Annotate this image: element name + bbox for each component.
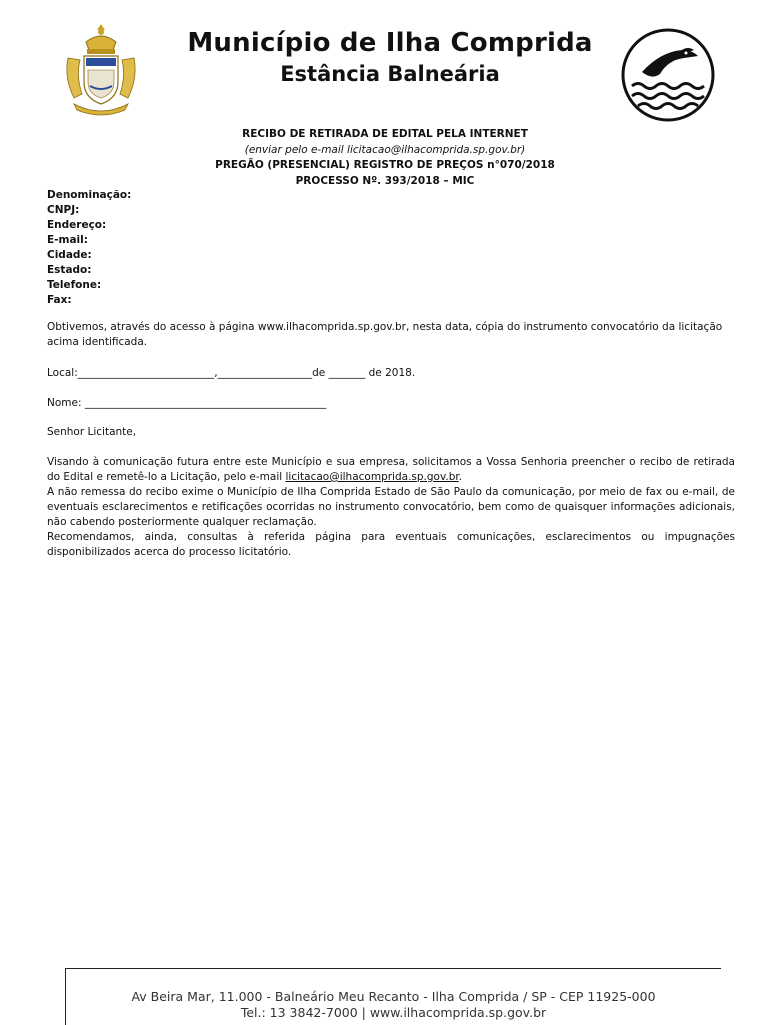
doc-pregao: PREGÃO (PRESENCIAL) REGISTRO DE PREÇOS n°070/2018 xyxy=(215,159,555,171)
doc-instruction: (enviar pelo e-mail licitacao@ilhacomprida.sp.gov.br) xyxy=(244,143,526,156)
field-label-fax: Fax: xyxy=(47,294,72,306)
salutation: Senhor Licitante, xyxy=(47,426,137,438)
letterhead xyxy=(0,0,770,125)
field-label-endereco: Endereço: xyxy=(47,219,107,231)
paragraph-3: Recomendamos, ainda, consultas à referida página para eventuais comunicações, esclarecimentos ou impugnações disponibilizados acerca do processo licitatório. xyxy=(47,531,735,558)
name-line: Nome: ______________________________________________ xyxy=(47,397,327,409)
doc-title: RECIBO DE RETIRADA DE EDITAL PELA INTERNET xyxy=(242,128,528,140)
paragraph-1: Visando à comunicação futura entre este Município e sua empresa, solicitamos a Vossa Senhoria preencher o recibo de retirada do Edital e remetê-lo a Licitação, pelo e-mail licitacao@ilhacomprida.sp.gov.br. xyxy=(47,456,735,483)
obtained-statement: Obtivemos, através do acesso à página www.ilhacomprida.sp.gov.br, nesta data, cópia do instrumento convocatório da licitação acima identificada. xyxy=(47,321,723,348)
company-fields xyxy=(47,188,131,308)
local-date-line: Local:__________________________,__________________de _______ de 2018. xyxy=(47,367,416,379)
document-heading xyxy=(0,127,770,189)
field-label-telefone: Telefone: xyxy=(47,279,102,291)
coat-of-arms-icon xyxy=(60,20,142,120)
field-label-email: E-mail: xyxy=(47,234,88,246)
footer-address: Av Beira Mar, 11.000 - Balneário Meu Recanto - Ilha Comprida / SP - CEP 11925-000 xyxy=(131,989,656,1004)
paragraph-2: A não remessa do recibo exime o Município de Ilha Comprida Estado de São Paulo da comunicação, por meio de fax ou e-mail, de eventuais esclarecimentos e retificações ocorridas no instrumento convocatório, bem como de quaisquer informações adicionais, não cabendo posteriormente qualquer reclamação. xyxy=(47,486,735,528)
municipality-subtitle: Estância Balneária xyxy=(280,62,500,86)
doc-processo: PROCESSO Nº. 393/2018 – MIC xyxy=(295,174,475,187)
footer-contact: Tel.: 13 3842-7000 | www.ilhacomprida.sp.gov.br xyxy=(240,1005,547,1020)
municipality-title: Município de Ilha Comprida xyxy=(187,28,593,58)
email-link[interactable]: licitacao@ilhacomprida.sp.gov.br xyxy=(285,471,459,483)
footer xyxy=(65,968,721,1025)
field-label-denominacao: Denominação: xyxy=(47,189,132,201)
field-label-cidade: Cidade: xyxy=(47,249,92,261)
bird-waves-logo-icon xyxy=(620,28,716,122)
body-paragraphs xyxy=(47,455,735,560)
field-label-cnpj: CNPJ: xyxy=(47,204,80,216)
field-label-estado: Estado: xyxy=(47,264,92,276)
